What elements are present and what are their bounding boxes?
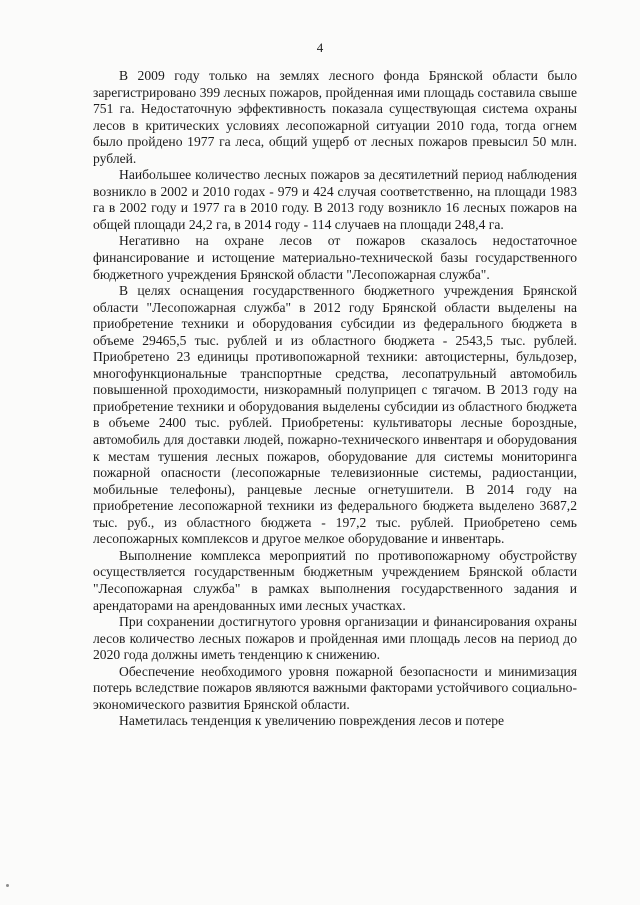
body-text bbox=[93, 68, 577, 730]
paragraph-insufficient-funding: Негативно на охране лесов от пожаров сказалось недостаточное финансирование и истощение материально-технической базы государственного бюджетного учреждения Брянской области "Лесопожарная служба". bbox=[93, 233, 577, 282]
scan-speck bbox=[6, 884, 9, 887]
paragraph-forecast-to-2020: При сохранении достигнутого уровня организации и финансирования охраны лесов количество лесных пожаров и пройденная ими площадь лесов на период до 2020 года должны иметь тенденцию к снижению. bbox=[93, 614, 577, 663]
paragraph-decade-fire-counts: Наибольшее количество лесных пожаров за десятилетний период наблюдения возникло в 2002 и 2010 годах - 979 и 424 случая соответственно, на площади 1983 га в 2002 году и 1977 га в 2010 году. В 2013 году возникло 16 лесных пожаров на общей площади 24,2 га, в 2014 году - 114 случаев на площади 248,4 га. bbox=[93, 167, 577, 232]
paragraph-fire-statistics-2009-2010: В 2009 году только на землях лесного фонда Брянской области было зарегистрировано 399 лесных пожаров, пройденная ими площадь составила свыше 751 га. Недостаточную эффективность показала существующая система охраны лесов в критических условиях лесопожарной ситуации 2010 года, тогда огнем было пройдено 1977 га леса, общий ущерб от лесных пожаров превысил 50 млн. рублей. bbox=[93, 68, 577, 166]
paragraph-forest-damage-trend: Наметилась тенденция к увеличению повреждения лесов и потере bbox=[119, 713, 505, 729]
paragraph-fire-prevention-measures: Выполнение комплекса мероприятий по противопожарному обустройству осуществляется государственным бюджетным учреждением Брянской области "Лесопожарная служба" в рамках выполнения государственного задания и арендаторами на арендованных ими лесных участках. bbox=[93, 547, 577, 613]
paragraph-equipment-purchases: В целях оснащения государственного бюджетного учреждения Брянской области "Лесопожарная служба" в 2012 году Брянской области выделены на приобретение техники и оборудования субсидии из федерального бюджета в объеме 29465,5 тыс. рублей и из областного бюджета - 2543,5 тыс. рублей. Приобретено 23 единицы противопожарной техники: автоцистерны, бульдозер, многофункциональные транспортные средства, лесопатрульный автомобиль повышенной проходимости, низкорамный полуприцеп с тягачом. В 2013 году на приобретение техники и оборудования выделены субсидии из областного бюджета в объеме 2400 тыс. рублей. Приобретены: культиваторы лесные бороздные, автомобиль для доставки людей, пожарно-технического инвентаря и оборудования к местам тушения лесных пожаров, оборудование для системы мониторинга пожарной опасности (лесопожарные телевизионные системы, радиостанции, мобильные телефоны), ранцевые лесные огнетушители. В 2014 году на приобретение лесопожарной техники из федерального бюджета выделено 3687,2 тыс. руб., из областного бюджета - 197,2 тыс. рублей. Приобретено семь лесопожарных комплексов и другое мелкое оборудование и инвентарь. bbox=[93, 283, 577, 547]
paragraph-fire-safety-importance: Обеспечение необходимого уровня пожарной безопасности и минимизация потерь вследствие пожаров являются важными факторами устойчивого социально-экономического развития Брянской области. bbox=[93, 663, 577, 712]
page-number: 4 bbox=[316, 40, 324, 55]
